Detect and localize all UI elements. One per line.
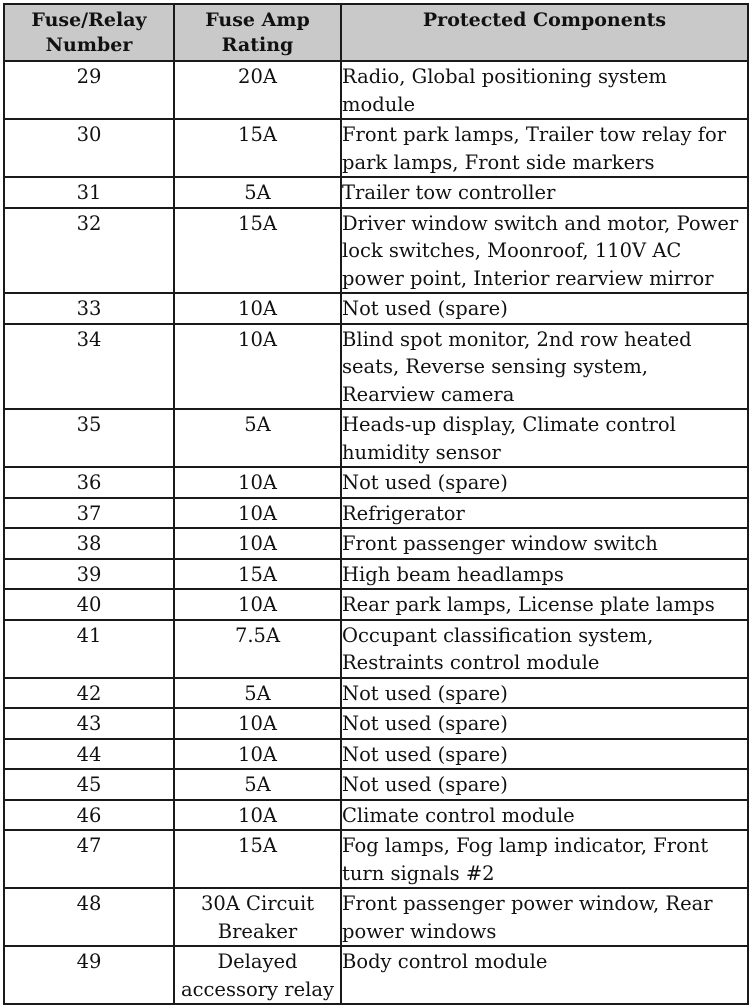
header-protected-components: Protected Components — [341, 4, 748, 61]
fuse-number-cell: 31 — [4, 177, 174, 208]
cell-line: seats, Reverse sensing system, — [342, 355, 648, 378]
amp-rating-cell: 10A — [174, 467, 341, 498]
table-row — [4, 769, 748, 800]
table-row — [4, 589, 748, 620]
protected-components-cell — [341, 559, 748, 590]
cell-line: High beam headlamps — [342, 562, 564, 586]
table-row — [4, 830, 748, 888]
protected-components-cell — [341, 620, 748, 678]
amp-rating-cell: 5A — [174, 678, 341, 709]
header-fuse-relay-number — [4, 4, 174, 61]
protected-components-cell — [341, 119, 748, 177]
cell-line: module — [342, 92, 416, 116]
table-row — [4, 467, 748, 498]
amp-rating-cell: 10A — [174, 708, 341, 739]
table-row — [4, 293, 748, 324]
amp-rating-cell — [174, 888, 341, 946]
protected-components-cell — [341, 800, 748, 831]
fuse-number-cell: 45 — [4, 769, 174, 800]
cell-line: Not used (spare) — [342, 681, 508, 705]
amp-rating-cell: 10A — [174, 589, 341, 620]
fuse-number-cell: 35 — [4, 409, 174, 467]
table-row — [4, 678, 748, 709]
table-row — [4, 528, 748, 559]
table-row — [4, 800, 748, 831]
protected-components-cell — [341, 324, 748, 410]
table-row — [4, 119, 748, 177]
fuse-table — [3, 3, 749, 1005]
cell-line: Refrigerator — [342, 501, 465, 525]
fuse-number-cell: 44 — [4, 739, 174, 770]
table-row — [4, 946, 748, 1004]
amp-rating-cell: 5A — [174, 769, 341, 800]
cell-line: Not used (spare) — [342, 773, 508, 796]
fuse-number-cell: 30 — [4, 119, 174, 177]
fuse-number-cell: 37 — [4, 498, 174, 529]
protected-components-cell — [341, 528, 748, 559]
header-number-line-2: Number — [45, 34, 133, 56]
amp-rating-cell: 5A — [174, 177, 341, 208]
table-row — [4, 498, 748, 529]
cell-line: Radio, Global positioning system — [342, 65, 667, 88]
amp-rating-cell: 10A — [174, 293, 341, 324]
header-amp-line-1: Fuse Amp — [205, 9, 310, 31]
amp-rating-cell: 15A — [174, 208, 341, 294]
fuse-number-cell: 46 — [4, 800, 174, 831]
amp-rating-cell: 10A — [174, 528, 341, 559]
cell-line: Breaker — [217, 919, 298, 943]
cell-line: Not used (spare) — [342, 471, 508, 494]
cell-line: park lamps, Front side markers — [342, 150, 655, 174]
cell-line: Delayed — [217, 950, 298, 973]
fuse-number-cell: 43 — [4, 708, 174, 739]
fuse-number-cell: 40 — [4, 589, 174, 620]
protected-components-cell — [341, 678, 748, 709]
amp-rating-cell: 5A — [174, 409, 341, 467]
protected-components-cell — [341, 177, 748, 208]
cell-line: Driver window switch and motor, Power — [342, 211, 739, 235]
table-row — [4, 409, 748, 467]
cell-line: power windows — [342, 919, 497, 943]
cell-line: humidity sensor — [342, 440, 501, 464]
table-row — [4, 708, 748, 739]
cell-line: lock switches, Moonroof, 110V AC — [342, 239, 682, 262]
table-row — [4, 888, 748, 946]
cell-line: accessory relay — [180, 977, 335, 1001]
table-row — [4, 559, 748, 590]
header-fuse-amp-rating — [174, 4, 341, 61]
fuse-number-cell: 41 — [4, 620, 174, 678]
cell-line: 30A Circuit — [200, 892, 315, 915]
table-row — [4, 177, 748, 208]
header-number-line-1: Fuse/Relay — [31, 9, 147, 31]
amp-rating-cell: 15A — [174, 119, 341, 177]
protected-components-cell — [341, 946, 748, 1004]
amp-rating-cell: 10A — [174, 800, 341, 831]
amp-rating-cell — [174, 946, 341, 1004]
protected-components-cell — [341, 708, 748, 739]
amp-rating-cell: 15A — [174, 559, 341, 590]
cell-line: Fog lamps, Fog lamp indicator, Front — [342, 834, 709, 857]
amp-rating-cell: 10A — [174, 739, 341, 770]
fuse-number-cell: 49 — [4, 946, 174, 1004]
table-header — [4, 4, 748, 61]
cell-line: Rearview camera — [342, 382, 515, 406]
table-row — [4, 739, 748, 770]
protected-components-cell — [341, 409, 748, 467]
fuse-number-cell: 32 — [4, 208, 174, 294]
cell-line: Not used (spare) — [342, 712, 508, 735]
header-row — [4, 4, 748, 61]
table-row — [4, 324, 748, 410]
cell-line: Body control module — [342, 950, 548, 973]
cell-line: Front passenger window switch — [342, 532, 658, 555]
protected-components-cell — [341, 888, 748, 946]
table-row — [4, 61, 748, 119]
amp-rating-cell: 10A — [174, 324, 341, 410]
amp-rating-cell: 20A — [174, 61, 341, 119]
fuse-number-cell: 34 — [4, 324, 174, 410]
cell-line: Rear park lamps, License plate lamps — [342, 593, 715, 616]
protected-components-cell — [341, 769, 748, 800]
protected-components-cell — [341, 498, 748, 529]
cell-line: Not used (spare) — [342, 742, 508, 766]
fuse-number-cell: 39 — [4, 559, 174, 590]
cell-line: Not used (spare) — [342, 297, 508, 320]
cell-line: Occupant classification system, — [342, 623, 654, 647]
protected-components-cell — [341, 293, 748, 324]
protected-components-cell — [341, 467, 748, 498]
fuse-number-cell: 48 — [4, 888, 174, 946]
protected-components-cell — [341, 61, 748, 119]
table-body — [4, 61, 748, 1004]
cell-line: Front park lamps, Trailer tow relay for — [342, 123, 727, 146]
table-row — [4, 620, 748, 678]
fuse-number-cell: 38 — [4, 528, 174, 559]
fuse-number-cell: 29 — [4, 61, 174, 119]
amp-rating-cell: 7.5A — [174, 620, 341, 678]
fuse-number-cell: 42 — [4, 678, 174, 709]
cell-line: Front passenger power window, Rear — [342, 892, 713, 915]
table-row — [4, 208, 748, 294]
header-amp-line-2: Rating — [221, 34, 294, 56]
cell-line: power point, Interior rearview mirror — [342, 266, 714, 290]
cell-line: Blind spot monitor, 2nd row heated — [342, 327, 692, 351]
protected-components-cell — [341, 739, 748, 770]
protected-components-cell — [341, 589, 748, 620]
protected-components-cell — [341, 208, 748, 294]
cell-line: Climate control module — [342, 803, 575, 827]
amp-rating-cell: 15A — [174, 830, 341, 888]
fuse-number-cell: 36 — [4, 467, 174, 498]
fuse-number-cell: 47 — [4, 830, 174, 888]
cell-line: Restraints control module — [342, 651, 600, 674]
cell-line: Trailer tow controller — [342, 181, 556, 204]
protected-components-cell — [341, 830, 748, 888]
fuse-number-cell: 33 — [4, 293, 174, 324]
cell-line: turn signals #2 — [342, 861, 495, 885]
cell-line: Heads-up display, Climate control — [342, 413, 676, 436]
amp-rating-cell: 10A — [174, 498, 341, 529]
